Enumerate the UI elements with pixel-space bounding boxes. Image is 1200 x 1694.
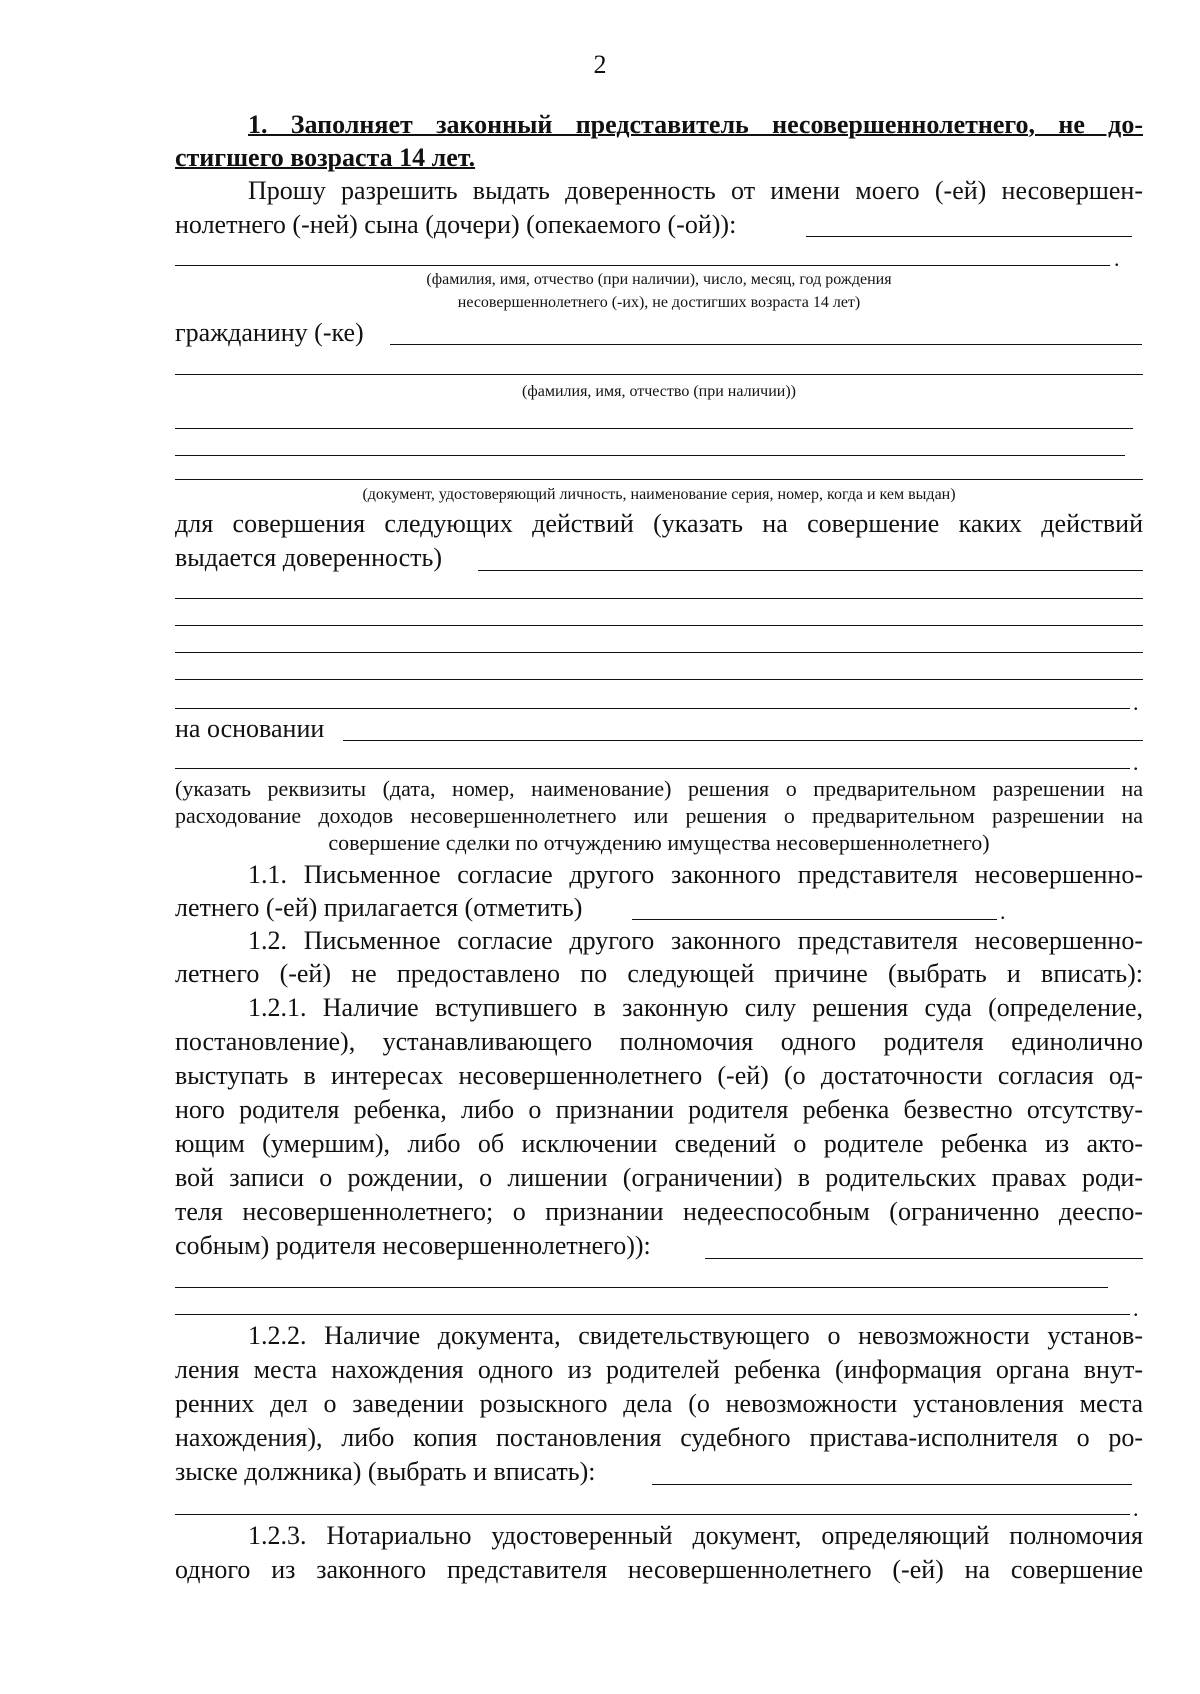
citizen-document-hint: (документ, удостоверяющий личность, наименование серия, номер, когда и кем выдан) <box>362 486 956 503</box>
p1-2-2-line: ления места нахождения одного из родителей ребенка (информация органа внут- <box>175 1355 1143 1384</box>
citizen-label: гражданину (-ке) <box>175 318 364 347</box>
minor-hint-line2: несовершеннолетнего (-их), не достигших возраста 14 лет) <box>457 294 861 311</box>
p1-2-2-line: 1.2.2. Наличие документа, свидетельствующего о невозможности установ- <box>248 1321 1143 1350</box>
basis-hint-line3: совершение сделки по отчуждению имущества несовершеннолетнего) <box>328 830 990 855</box>
p1-2-1-line: вой записи о рождении, о лишении (ограничении) в родительских правах роди- <box>175 1163 1143 1192</box>
p1-2-1-line: собным) родителя несовершеннолетнего)): <box>175 1231 651 1260</box>
p1-2-1-line: 1.2.1. Наличие вступившего в законную силу решения суда (определение, <box>248 993 1143 1022</box>
p1-2-2-line: зыске должника) (выбрать и вписать): <box>175 1457 596 1486</box>
p1-2-line1: 1.2. Письменное согласие другого законного представителя несовершенно- <box>248 926 1143 955</box>
basis-hint-line2: расходование доходов несовершеннолетнего или решения о предварительном разрешении на <box>175 803 1143 828</box>
court-decision-field-1[interactable] <box>705 1258 1143 1259</box>
basis-label: на основании <box>175 714 325 743</box>
court-decision-field-2[interactable] <box>175 1287 1108 1288</box>
period: . <box>1133 690 1139 715</box>
section-heading-line2: стигшего возраста 14 лет. <box>175 143 476 172</box>
p1-2-3-line: одного из законного представителя несовершеннолетнего (-ей) на совершение <box>175 1555 1143 1584</box>
basis-hint-line1: (указать реквизиты (дата, номер, наименование) решения о предварительном разрешении на <box>175 776 1143 801</box>
actions-field-3[interactable] <box>175 625 1143 626</box>
actions-line2: выдается доверенность) <box>175 543 443 572</box>
request-line1: Прошу разрешить выдать доверенность от имени моего (-ей) несовершен- <box>248 176 1143 205</box>
period: . <box>1133 750 1139 775</box>
actions-field-4[interactable] <box>175 652 1143 653</box>
basis-field-1[interactable] <box>343 740 1143 741</box>
p1-1-line2: летнего (-ей) прилагается (отметить) <box>175 893 583 922</box>
minor-name-field[interactable] <box>806 236 1132 237</box>
p1-2-2-line: нахождения), либо копия постановления судебного пристава-исполнителя о ро- <box>175 1423 1143 1452</box>
p1-2-1-line: ющим (умершим), либо об исключении сведений о родителе ребенка из акто- <box>175 1129 1143 1158</box>
period: . <box>1000 899 1006 924</box>
actions-field-2[interactable] <box>175 598 1143 599</box>
p1-2-2-line: ренних дел о заведении розыскного дела (о невозможности установления места <box>175 1389 1143 1418</box>
citizen-document-field-3[interactable] <box>175 479 1143 480</box>
citizen-document-field-1[interactable] <box>175 428 1133 429</box>
citizen-document-field-2[interactable] <box>175 455 1125 456</box>
minor-name-field-2[interactable] <box>175 265 1110 266</box>
actions-field-6[interactable] <box>175 708 1130 709</box>
actions-field-1[interactable] <box>478 570 1143 571</box>
p1-2-1-line: постановление), устанавливающего полномочия одного родителя единолично <box>175 1027 1143 1056</box>
basis-field-2[interactable] <box>175 768 1130 769</box>
page-number: 2 <box>593 50 607 79</box>
search-document-field-1[interactable] <box>652 1484 1132 1485</box>
consent-attached-field[interactable] <box>632 919 997 920</box>
p1-2-3-line: 1.2.3. Нотариально удостоверенный документ, определяющий полномочия <box>248 1521 1143 1550</box>
period: . <box>1133 1496 1139 1521</box>
minor-hint-line1: (фамилия, имя, отчество (при наличии), число, месяц, год рождения <box>426 271 892 288</box>
actions-line1: для совершения следующих действий (указать на совершение каких действий <box>175 509 1143 538</box>
request-line2: нолетнего (-ней) сына (дочери) (опекаемого (-ой)): <box>175 210 737 239</box>
p1-1-line1: 1.1. Письменное согласие другого законного представителя несовершенно- <box>248 860 1143 889</box>
court-decision-field-3[interactable] <box>175 1314 1130 1315</box>
p1-2-line2: летнего (-ей) не предоставлено по следующей причине (выбрать и вписать): <box>175 959 1143 988</box>
period: . <box>1133 1296 1139 1321</box>
search-document-field-2[interactable] <box>175 1514 1130 1515</box>
p1-2-1-line: теля несовершеннолетнего; о признании недееспособным (ограниченно дееспо- <box>175 1197 1143 1226</box>
p1-2-1-line: выступать в интересах несовершеннолетнего (-ей) (о достаточности согласия од- <box>175 1061 1143 1090</box>
citizen-name-hint: (фамилия, имя, отчество (при наличии)) <box>522 383 796 400</box>
citizen-name-field[interactable] <box>390 344 1142 345</box>
section-heading-line1: 1. Заполняет законный представитель несовершеннолетнего, не до- <box>248 110 1143 139</box>
citizen-name-field-2[interactable] <box>175 374 1143 375</box>
actions-field-5[interactable] <box>175 679 1143 680</box>
p1-2-1-line: ного родителя ребенка, либо о признании родителя ребенка безвестно отсутству- <box>175 1095 1143 1124</box>
period: . <box>1114 246 1120 271</box>
